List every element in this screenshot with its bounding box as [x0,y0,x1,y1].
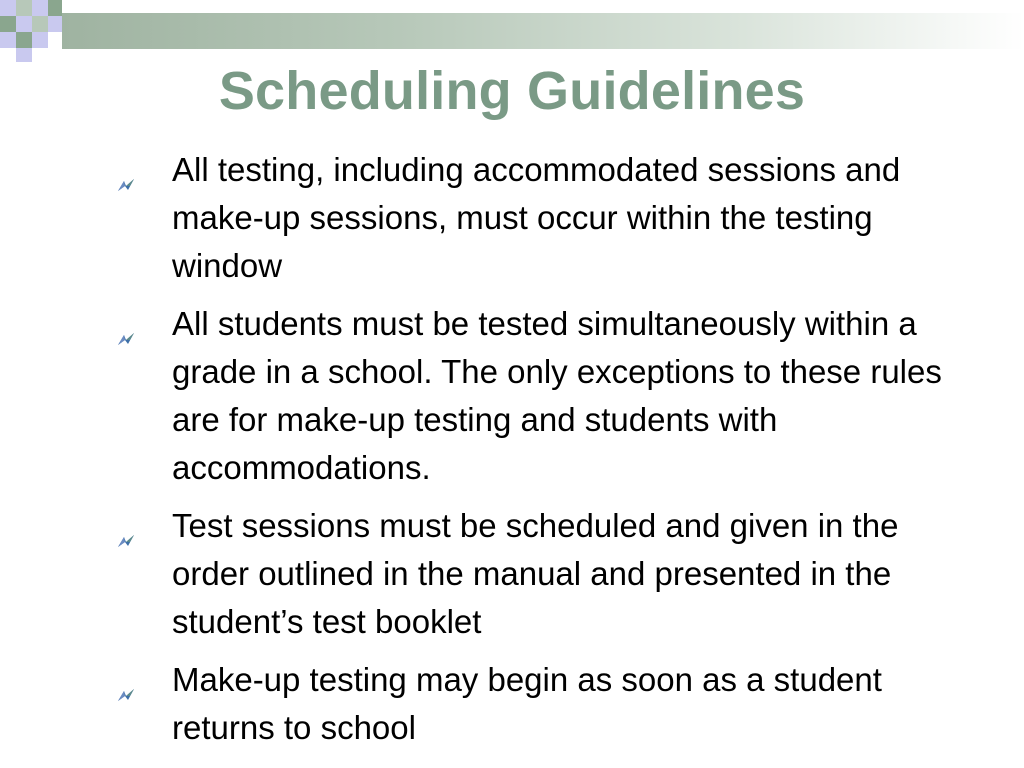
bullet-item [116,502,996,646]
bullet-list [116,146,996,762]
bullet-item [116,656,996,752]
bullet-item [116,146,996,290]
feather-arrow-bullet-icon [116,516,136,536]
feather-arrow-bullet-icon [116,670,136,690]
bullet-text: All students must be tested simultaneously within a grade in a school. The only exceptions to these rules are for make-up testing and students with accommodations. [172,305,942,486]
bullet-item [116,300,996,492]
header-gradient-bar [62,13,1024,49]
bullet-text: Test sessions must be scheduled and given in the order outlined in the manual and presented in the student’s test booklet [172,507,899,640]
slide-title: Scheduling Guidelines [218,61,806,121]
feather-arrow-bullet-icon [116,160,136,180]
bullet-text: Make-up testing may begin as soon as a student returns to school [172,661,882,746]
feather-arrow-bullet-icon [116,314,136,334]
bullet-text: All testing, including accommodated sessions and make-up sessions, must occur within the testing window [172,151,901,284]
